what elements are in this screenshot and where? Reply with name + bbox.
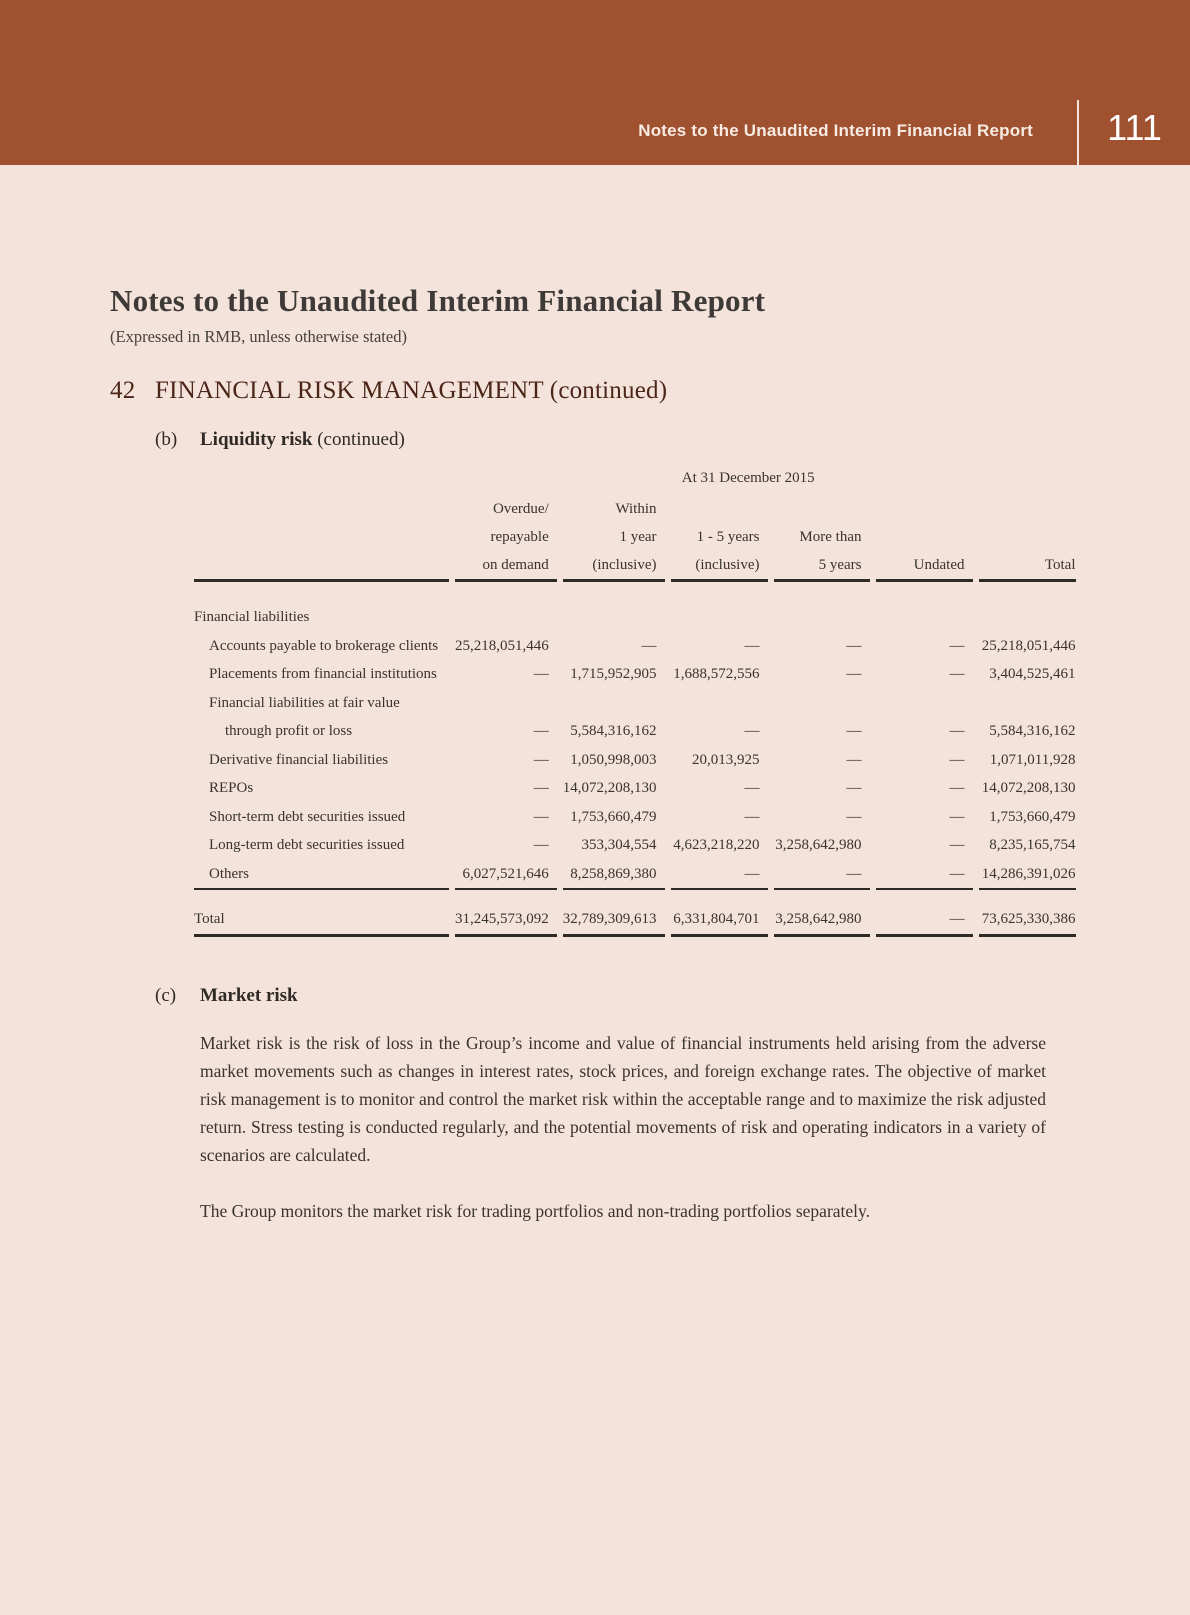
section-number: 42	[110, 377, 136, 404]
cell-value	[563, 582, 665, 632]
cell-value: —	[744, 808, 760, 825]
table-row	[194, 689, 1076, 718]
cell-value: —	[949, 751, 965, 768]
subsection-c-heading	[155, 985, 1190, 1007]
row-label: Short-term debt securities issued	[209, 808, 406, 825]
column-header-row-3	[194, 551, 1076, 582]
cell-value: 14,072,208,130	[981, 780, 1076, 796]
cell-value: 3,258,642,980	[774, 890, 870, 937]
column-header: 5 years	[774, 551, 870, 582]
cell-value: 73,625,330,386	[979, 890, 1076, 937]
banner-title: Notes to the Unaudited Interim Financial Report	[638, 120, 1033, 140]
subsection-b-suffix: (continued)	[312, 429, 405, 450]
period-header: At 31 December 2015	[681, 470, 815, 486]
row-label: Others	[194, 860, 449, 891]
row-label: Financial liabilities at fair value	[209, 694, 400, 711]
cell-value: 25,218,051,446	[455, 637, 549, 654]
cell-value: 8,235,165,754	[989, 837, 1076, 853]
table-row	[194, 717, 1076, 746]
table-row	[194, 860, 1076, 891]
cell-value: 6,027,521,646	[455, 860, 557, 891]
column-header: 1 - 5 years	[696, 529, 760, 545]
cell-value: —	[846, 723, 862, 739]
cell-value: —	[641, 637, 657, 654]
cell-value: 1,715,952,905	[570, 666, 657, 682]
column-header: repayable	[490, 529, 549, 545]
cell-value: 3,258,642,980	[775, 837, 862, 853]
column-header	[979, 523, 1076, 551]
cell-value: —	[949, 837, 965, 853]
cell-value: 6,331,804,701	[671, 890, 768, 937]
cell-value: —	[846, 666, 862, 682]
cell-value	[455, 582, 557, 632]
cell-value: —	[846, 637, 862, 654]
section-heading	[110, 377, 1190, 405]
cell-value: —	[876, 860, 973, 891]
cell-value: —	[949, 666, 965, 682]
cell-value: 1,071,011,928	[989, 751, 1076, 768]
cell-value	[876, 689, 973, 718]
cell-value	[774, 582, 870, 632]
cell-value	[979, 689, 1076, 718]
cell-value	[563, 689, 665, 718]
row-label: Financial liabilities	[194, 609, 310, 625]
row-label: Placements from financial institutions	[209, 666, 437, 682]
liquidity-table	[188, 461, 1082, 937]
column-header-row-2	[194, 523, 1076, 551]
column-header: Undated	[876, 551, 973, 582]
period-header-row	[194, 461, 1076, 495]
cell-value: —	[671, 860, 768, 891]
cell-value: 5,584,316,162	[570, 723, 657, 739]
cell-value: 14,072,208,130	[562, 780, 657, 796]
cell-value: —	[533, 666, 549, 682]
table-row	[194, 632, 1076, 661]
document-subtitle: (Expressed in RMB, unless otherwise stated)	[110, 327, 407, 346]
cell-value	[876, 582, 973, 632]
column-header	[774, 495, 870, 523]
cell-value: —	[533, 751, 549, 768]
page-banner	[0, 0, 1190, 165]
market-risk-paragraph-1: Market risk is the risk of loss in the Group’s income and value of financial instruments held arising from the adverse market movements such as changes in interest rates, stock prices, and foreign exchange rates. The objective of market risk management is to monitor and control the market risk within the acceptable range and to maximize the risk adjusted return. Stress testing is conducted regularly, and the potential movements of risk and operating indicators in a variety of scenarios are calculated.	[200, 1032, 1046, 1166]
cell-value: 14,286,391,026	[979, 860, 1076, 891]
cell-value: 1,753,660,479	[570, 808, 657, 825]
row-label: Derivative financial liabilities	[209, 751, 389, 768]
cell-value: 3,404,525,461	[989, 666, 1076, 682]
cell-value: —	[533, 808, 549, 825]
table-row	[194, 660, 1076, 689]
cell-value: —	[533, 780, 549, 796]
table-row	[194, 582, 1076, 632]
cell-value: —	[846, 751, 862, 768]
subsection-b-heading	[155, 429, 1190, 451]
cell-value: —	[949, 780, 965, 796]
cell-value: 20,013,925	[692, 751, 760, 768]
cell-value	[455, 689, 557, 718]
row-label: Total	[194, 890, 449, 937]
cell-value: —	[774, 860, 870, 891]
cell-value: 1,753,660,479	[989, 808, 1076, 825]
cell-value: —	[744, 723, 760, 739]
page-number: 111	[1107, 106, 1162, 148]
cell-value: 25,218,051,446	[981, 637, 1076, 654]
table-total-row	[194, 890, 1076, 937]
cell-value: —	[744, 780, 760, 796]
cell-value	[774, 689, 870, 718]
subsection-c-title: Market risk	[200, 984, 298, 1006]
cell-value	[979, 582, 1076, 632]
cell-value: 4,623,218,220	[673, 837, 760, 853]
cell-value: —	[876, 890, 973, 937]
column-header	[979, 495, 1076, 523]
market-risk-paragraph-2: The Group monitors the market risk for trading portfolios and non-trading portfolios separately.	[200, 1200, 871, 1221]
row-label: REPOs	[209, 780, 254, 796]
column-header: Total	[979, 551, 1076, 582]
cell-value: —	[949, 808, 965, 825]
cell-value: 353,304,554	[581, 837, 657, 853]
cell-value: —	[846, 780, 862, 796]
column-header: on demand	[455, 551, 557, 582]
row-label: Long-term debt securities issued	[209, 837, 405, 853]
cell-value: 5,584,316,162	[989, 723, 1076, 739]
column-header	[876, 523, 973, 551]
cell-value: —	[533, 837, 549, 853]
column-header-row-1	[194, 495, 1076, 523]
subsection-b-title: Liquidity risk	[200, 429, 313, 450]
table-row	[194, 831, 1076, 860]
cell-value: —	[533, 723, 549, 739]
cell-value: —	[744, 637, 760, 654]
row-label: Accounts payable to brokerage clients	[209, 637, 439, 654]
cell-value: 1,688,572,556	[673, 666, 760, 682]
column-header	[671, 495, 768, 523]
column-header: (inclusive)	[671, 551, 768, 582]
document-title: Notes to the Unaudited Interim Financial Report	[110, 283, 766, 318]
cell-value: 32,789,309,613	[563, 890, 665, 937]
table-row	[194, 803, 1076, 832]
column-header: More than	[799, 529, 862, 545]
table-row	[194, 746, 1076, 775]
section-title: FINANCIAL RISK MANAGEMENT (continued)	[155, 377, 668, 404]
column-header	[876, 495, 973, 523]
subsection-b-label: (b)	[155, 429, 178, 450]
cell-value: 8,258,869,380	[563, 860, 665, 891]
column-header: 1 year	[619, 529, 657, 545]
banner-content	[638, 100, 1190, 165]
table-row	[194, 774, 1076, 803]
row-label: through profit or loss	[225, 723, 353, 739]
cell-value: 1,050,998,003	[570, 751, 657, 768]
cell-value	[671, 582, 768, 632]
column-header: (inclusive)	[563, 551, 665, 582]
column-header: Overdue/	[492, 501, 549, 517]
column-header: Within	[615, 501, 657, 517]
cell-value: —	[846, 808, 862, 825]
cell-value: —	[949, 723, 965, 739]
subsection-c-label: (c)	[155, 984, 177, 1006]
cell-value: 31,245,573,092	[455, 890, 557, 937]
cell-value	[671, 689, 768, 718]
cell-value: —	[949, 637, 965, 654]
